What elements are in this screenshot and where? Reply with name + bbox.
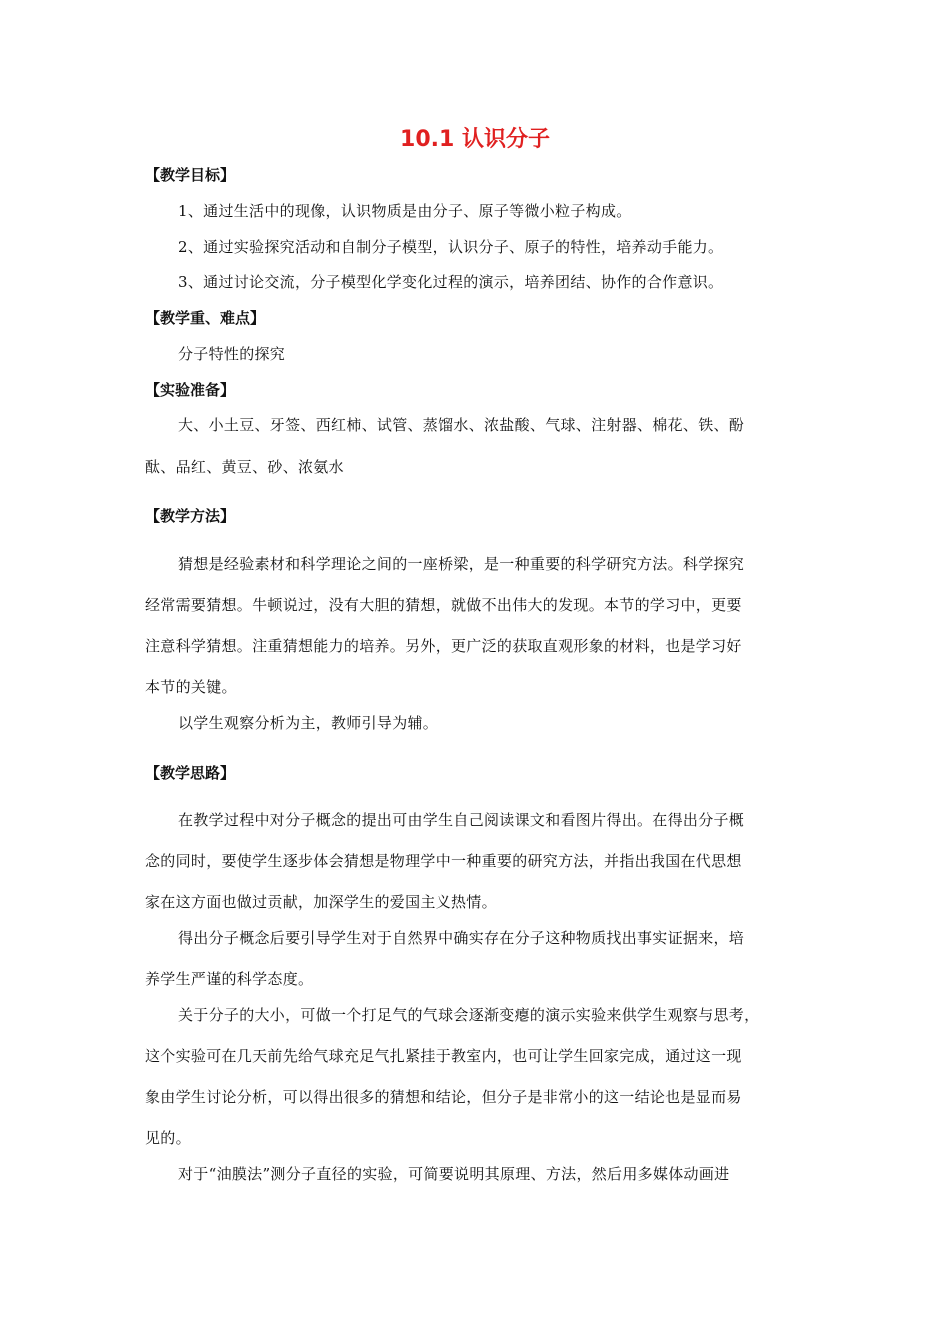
methods-line: 本节的关键。: [145, 678, 237, 696]
approach-line: 家在这方面也做过贡献，加深学生的爱国主义热情。: [145, 893, 497, 911]
approach-line: 在教学过程中对分子概念的提出可由学生自己阅读课文和看图片得出。在得出分子概: [178, 811, 745, 829]
methods-line: 猜想是经验素材和科学理论之间的一座桥梁，是一种重要的科学研究方法。科学探究: [178, 555, 745, 573]
key-point-line: 分子特性的探究: [178, 345, 286, 363]
objective-line: 2、通过实验探究活动和自制分子模型，认识分子、原子的特性，培养动手能力。: [178, 238, 724, 256]
materials-line: 大、小土豆、牙签、西红柿、试管、蒸馏水、浓盐酸、气球、注射器、棉花、铁、酚: [178, 416, 745, 434]
approach-line: 象由学生讨论分析，可以得出很多的猜想和结论，但分子是非常小的这一结论也是显而易: [145, 1088, 742, 1106]
approach-line: 念的同时，要使学生逐步体会猜想是物理学中一种重要的研究方法，并指出我国在代思想: [145, 852, 742, 870]
section-heading-methods: 【教学方法】: [145, 507, 236, 525]
section-heading-objectives: 【教学目标】: [145, 166, 236, 184]
section-heading-materials: 【实验准备】: [145, 381, 236, 399]
methods-line: 以学生观察分析为主，教师引导为辅。: [178, 714, 439, 732]
approach-line: 对于“油膜法”测分子直径的实验，可简要说明其原理、方法，然后用多媒体动画进: [178, 1165, 730, 1183]
approach-line: 养学生严谨的科学态度。: [145, 970, 314, 988]
section-heading-key-points: 【教学重、难点】: [145, 309, 266, 327]
objective-line: 3、通过讨论交流，分子模型化学变化过程的演示，培养团结、协作的合作意识。: [178, 273, 724, 291]
materials-line: 酞、品红、黄豆、砂、浓氨水: [145, 458, 344, 476]
document-title: 10.1 认识分子: [400, 127, 550, 152]
approach-line: 这个实验可在几天前先给气球充足气扎紧挂于教室内，也可让学生回家完成，通过这一现: [145, 1047, 742, 1065]
approach-line: 关于分子的大小，可做一个打足气的气球会逐渐变瘪的演示实验来供学生观察与思考，: [178, 1006, 760, 1024]
objective-line: 1、通过生活中的现像，认识物质是由分子、原子等微小粒子构成。: [178, 202, 632, 220]
methods-line: 注意科学猜想。注重猜想能力的培养。另外，更广泛的获取直观形象的材料，也是学习好: [145, 637, 742, 655]
methods-line: 经常需要猜想。牛顿说过，没有大胆的猜想，就做不出伟大的发现。本节的学习中，更要: [145, 596, 742, 614]
approach-line: 得出分子概念后要引导学生对于自然界中确实存在分子这种物质找出事实证据来，培: [178, 929, 745, 947]
section-heading-approach: 【教学思路】: [145, 764, 236, 782]
approach-line: 见的。: [145, 1129, 191, 1147]
